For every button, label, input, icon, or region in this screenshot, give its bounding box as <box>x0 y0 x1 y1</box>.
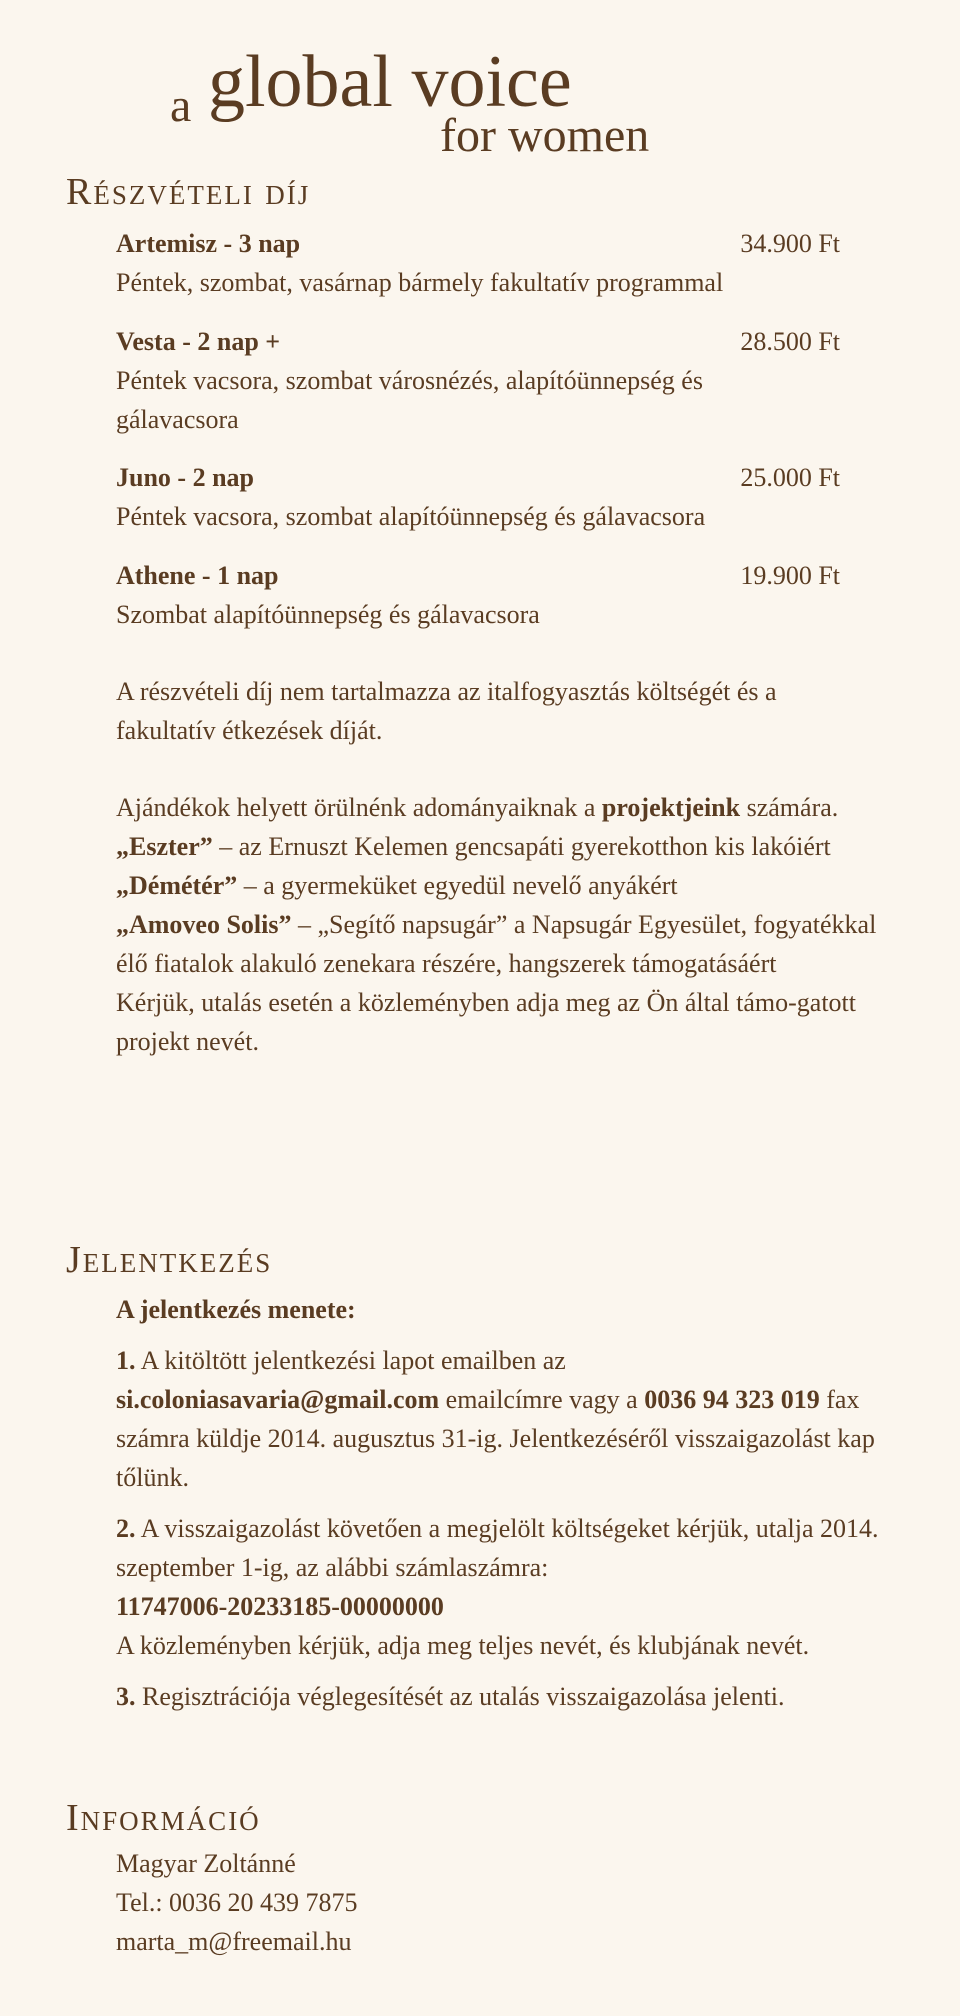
projects-block <box>116 788 886 1061</box>
fax-number: 0036 94 323 019 <box>644 1385 820 1414</box>
step-3 <box>116 1677 886 1716</box>
info-section-title: Információ <box>66 1797 261 1839</box>
package-name: Artemisz - 3 nap <box>116 229 301 258</box>
package-price: 19.900 Ft <box>740 561 840 590</box>
package-name: Athene - 1 nap <box>116 561 279 590</box>
package-artemisz <box>116 224 840 302</box>
fee-section-title: Részvételi díj <box>66 171 311 213</box>
package-name: Juno - 2 nap <box>116 463 254 492</box>
package-athene <box>116 556 840 634</box>
logo-for-women: for women <box>440 109 650 162</box>
project-amoveo-solis <box>116 905 886 983</box>
project-demeter <box>116 866 886 905</box>
info-block <box>116 1844 358 1961</box>
package-desc: Péntek vacsora, szombat városnézés, alapítóünnepség és gálavacsora <box>116 366 703 434</box>
gift-end: számára. <box>740 793 839 822</box>
package-vesta <box>116 322 840 439</box>
project-eszter <box>116 827 886 866</box>
package-price: 34.900 Ft <box>740 229 840 258</box>
registration-section-title: Jelentkezés <box>66 1239 273 1281</box>
step-text: A közleményben kérjük, adja meg teljes nevét, és klubjának nevét. <box>116 1631 810 1660</box>
registration-block <box>116 1290 886 1716</box>
step-number: 3. <box>116 1682 136 1711</box>
package-desc: Péntek vacsora, szombat alapítóünnepség és gálavacsora <box>116 502 706 531</box>
project-name: „Amoveo Solis” <box>116 910 292 939</box>
bank-account: 11747006-20233185-00000000 <box>116 1592 444 1621</box>
logo-a: a <box>170 79 192 132</box>
package-name: Vesta - 2 nap + <box>116 327 281 356</box>
transfer-note: Kérjük, utalás esetén a közleményben adja meg az Ön által támo-gatott projekt nevét. <box>116 988 856 1056</box>
step-text: A kitöltött jelentkezési lapot emailben az <box>135 1346 566 1375</box>
step-text: emailcímre vagy a <box>439 1385 645 1414</box>
logo-global-voice-text: global voice <box>208 41 572 123</box>
logo-global-voice <box>170 40 690 170</box>
package-price: 25.000 Ft <box>740 463 840 492</box>
contact-email: si.coloniasavaria@gmail.com <box>116 1385 440 1414</box>
step-number: 1. <box>116 1346 136 1375</box>
step-text: fax számra küldje 2014. augusztus 31-ig. Jelentkezéséről visszaigazolást kap tőlünk. <box>116 1385 875 1492</box>
package-desc: Péntek, szombat, vasárnap bármely fakultatív programmal <box>116 268 724 297</box>
step-number: 2. <box>116 1514 136 1543</box>
step-1 <box>116 1341 886 1497</box>
gift-paragraph <box>116 788 886 827</box>
package-juno <box>116 458 840 536</box>
package-desc: Szombat alapítóünnepség és gálavacsora <box>116 600 540 629</box>
step-text: Regisztrációja véglegesítését az utalás visszaigazolása jelenti. <box>135 1682 785 1711</box>
contact-email-info: marta_m@freemail.hu <box>116 1927 352 1956</box>
contact-phone: Tel.: 0036 20 439 7875 <box>116 1888 358 1917</box>
step-2 <box>116 1509 886 1587</box>
contact-name: Magyar Zoltánné <box>116 1849 296 1878</box>
project-desc: – az Ernuszt Kelemen gencsapáti gyerekotthon kis lakóiért <box>212 832 831 861</box>
project-desc: – a gyermeküket egyedül nevelő anyákért <box>237 871 678 900</box>
gift-intro: Ajándékok helyett örülnénk adományaiknak a <box>116 793 602 822</box>
project-desc: – „Segítő napsugár” a Napsugár Egyesület, fogyatékkal élő fiatalok alakuló zenekara részére, hangszerek támogatásáért <box>116 910 877 978</box>
project-name: „Démétér” <box>116 871 238 900</box>
gift-bold: projektjeink <box>601 793 741 822</box>
package-price: 28.500 Ft <box>740 327 840 356</box>
project-name: „Eszter” <box>116 832 213 861</box>
registration-subtitle: A jelentkezés menete: <box>116 1295 356 1324</box>
fee-note: A részvételi díj nem tartalmazza az italfogyasztás költségét és a fakultatív étkezések díját. <box>116 677 777 745</box>
step-text: A visszaigazolást követően a megjelölt költségeket kérjük, utalja 2014. szeptember 1-ig, az alábbi számlaszámra: <box>116 1514 879 1582</box>
